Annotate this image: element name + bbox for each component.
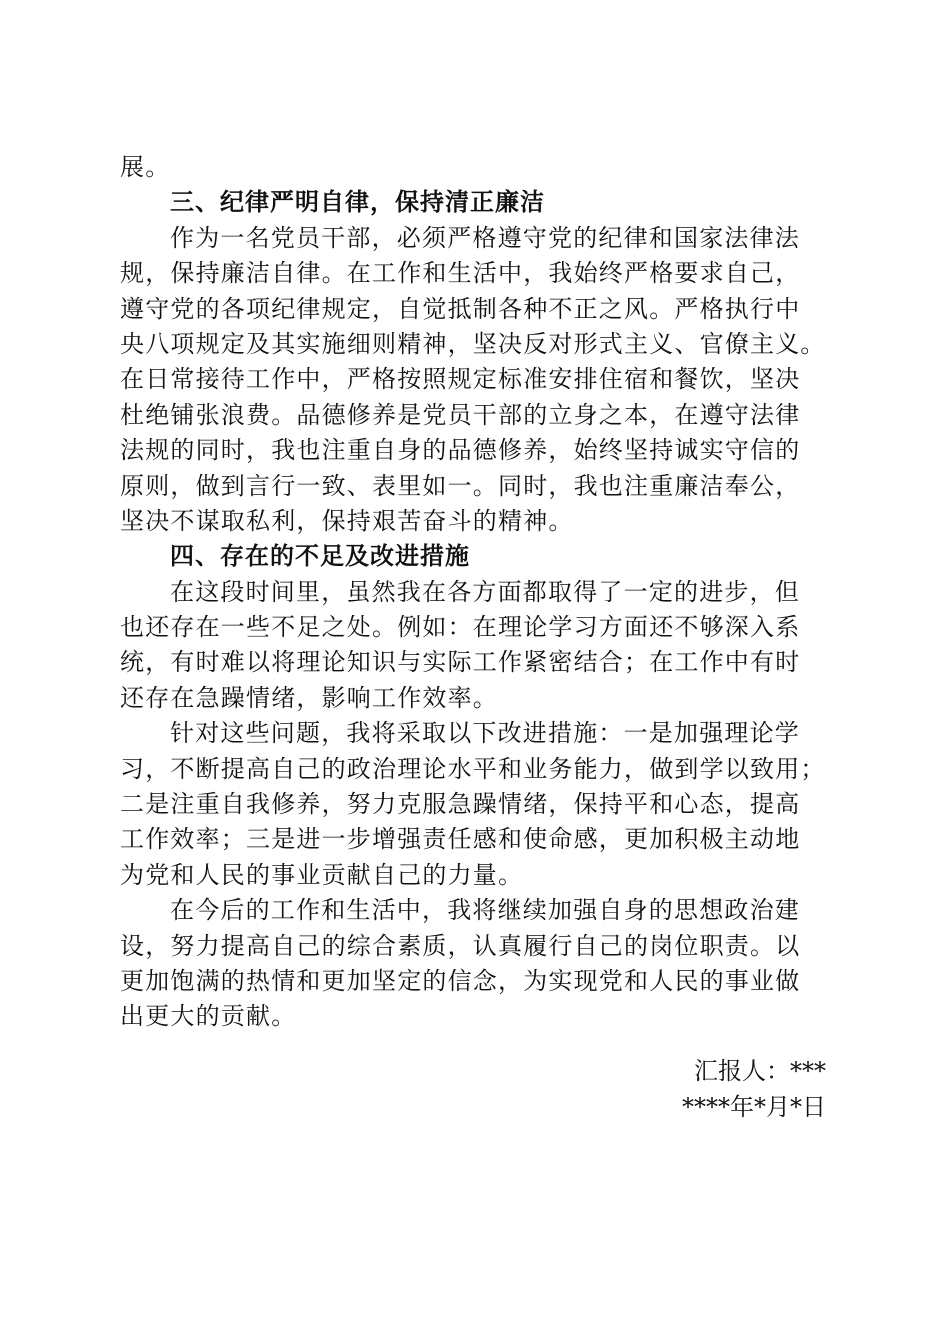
- document-body: [120, 150, 840, 1035]
- text-line: 杜绝铺张浪费。品德修养是党员干部的立身之本，在遵守法律: [120, 400, 801, 429]
- text-line: 也还存在一些不足之处。例如：在理论学习方面还不够深入系: [120, 613, 801, 642]
- text-line: 工作效率；三是进一步增强责任感和使命感，更加积极主动地: [120, 825, 801, 854]
- signature-block: [506, 1053, 826, 1125]
- section-heading-discipline: 三、纪律严明自律，保持清正廉洁: [170, 188, 545, 217]
- section-heading-shortcomings: 四、存在的不足及改进措施: [170, 542, 470, 571]
- text-line: 出更大的贡献。: [120, 1002, 297, 1031]
- text-line: 习，不断提高自己的政治理论水平和业务能力，做到学以致用；: [120, 754, 826, 783]
- text-line: 原则，做到言行一致、表里如一。同时，我也注重廉洁奉公，: [120, 471, 801, 500]
- text-line: 在这段时间里，虽然我在各方面都取得了一定的进步，但: [170, 577, 800, 606]
- text-line: 还存在急躁情绪，影响工作效率。: [120, 683, 498, 712]
- text-line: 统，有时难以将理论知识与实际工作紧密结合；在工作中有时: [120, 648, 801, 677]
- text-line: 遵守党的各项纪律规定，自觉抵制各种不正之风。严格执行中: [120, 294, 801, 323]
- text-line: 设，努力提高自己的综合素质，认真履行自己的岗位职责。以: [120, 931, 801, 960]
- text-line: 为党和人民的事业贡献自己的力量。: [120, 860, 524, 889]
- text-line: 二是注重自我修养，努力克服急躁情绪，保持平和心态，提高: [120, 790, 801, 819]
- text-line: 作为一名党员干部，必须严格遵守党的纪律和国家法律法: [170, 223, 800, 252]
- text-line: 展。: [120, 153, 171, 181]
- text-line: 在今后的工作和生活中，我将继续加强自身的思想政治建: [170, 896, 800, 925]
- text-line: 坚决不谋取私利，保持艰苦奋斗的精神。: [120, 506, 574, 535]
- text-line: 央八项规定及其实施细则精神，坚决反对形式主义、官僚主义。: [120, 329, 826, 358]
- report-date: ****年*月*日: [682, 1093, 826, 1121]
- text-line: 针对这些问题，我将采取以下改进措施：一是加强理论学: [170, 719, 800, 748]
- text-line: 规，保持廉洁自律。在工作和生活中，我始终严格要求自己，: [120, 259, 801, 288]
- text-line: 更加饱满的热情和更加坚定的信念，为实现党和人民的事业做: [120, 966, 801, 995]
- reporter-name: 汇报人：***: [694, 1057, 826, 1085]
- text-line: 在日常接待工作中，严格按照规定标准安排住宿和餐饮，坚决: [120, 365, 801, 394]
- text-line: 法规的同时，我也注重自身的品德修养，始终坚持诚实守信的: [120, 436, 801, 465]
